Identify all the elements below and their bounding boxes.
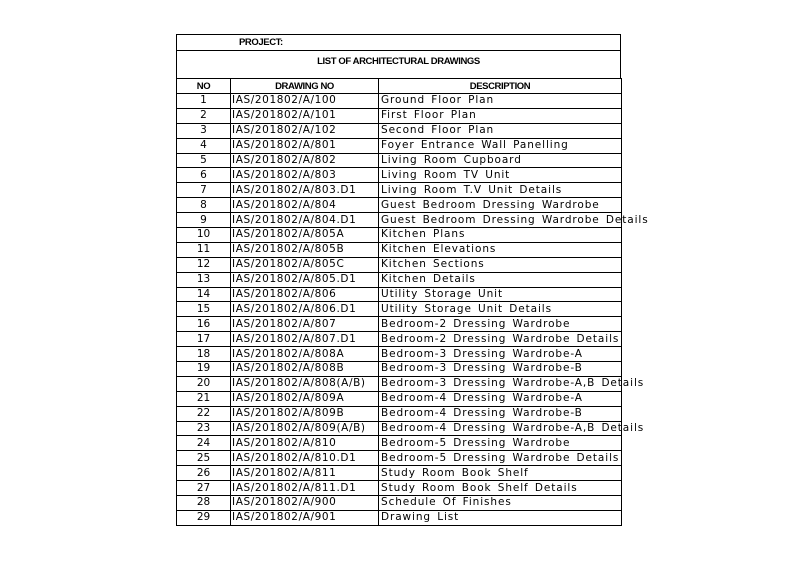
table-row (177, 347, 622, 362)
drawing-number-cell: IAS/201802/A/805C (231, 257, 379, 272)
drawing-number-cell: IAS/201802/A/803 (231, 168, 379, 183)
table-body (177, 94, 649, 526)
description-cell: Bedroom-5 Dressing Wardrobe (379, 436, 622, 451)
table-row (177, 257, 622, 272)
description-cell: Bedroom-4 Dressing Wardrobe-A (379, 391, 622, 406)
row-number-cell: 7 (177, 183, 231, 198)
description-cell: Living Room T.V Unit Details (379, 183, 622, 198)
list-title: LIST OF ARCHITECTURAL DRAWINGS (176, 50, 621, 78)
row-number-cell: 9 (177, 213, 231, 228)
row-number-cell: 19 (177, 362, 231, 377)
row-number-cell: 4 (177, 138, 231, 153)
table-row (177, 94, 622, 109)
drawing-number-cell: IAS/201802/A/804.D1 (231, 213, 379, 228)
table-row (177, 376, 622, 391)
description-cell: Bedroom-3 Dressing Wardrobe-A (379, 347, 622, 362)
row-number-cell: 20 (177, 376, 231, 391)
drawing-number-cell: IAS/201802/A/805.D1 (231, 272, 379, 287)
drawing-list-table (176, 78, 649, 526)
table-row (177, 510, 622, 525)
description-cell: Living Room Cupboard (379, 153, 622, 168)
description-cell: First Floor Plan (379, 108, 622, 123)
row-number-cell: 5 (177, 153, 231, 168)
description-cell: Foyer Entrance Wall Panelling (379, 138, 622, 153)
column-header-description: DESCRIPTION (379, 79, 622, 94)
description-cell: Bedroom-3 Dressing Wardrobe-A,B Details (379, 376, 622, 391)
table-row (177, 496, 622, 511)
drawing-number-cell: IAS/201802/A/809A (231, 391, 379, 406)
row-number-cell: 12 (177, 257, 231, 272)
table-row (177, 362, 622, 377)
table-row (177, 287, 622, 302)
drawing-number-cell: IAS/201802/A/803.D1 (231, 183, 379, 198)
table-header-row (177, 79, 622, 94)
table-row (177, 466, 622, 481)
row-number-cell: 2 (177, 108, 231, 123)
table-row (177, 272, 622, 287)
description-cell: Schedule Of Finishes (379, 496, 622, 511)
drawing-number-cell: IAS/201802/A/801 (231, 138, 379, 153)
table-row (177, 391, 622, 406)
row-number-cell: 11 (177, 242, 231, 257)
table-row (177, 302, 622, 317)
table-row (177, 183, 622, 198)
drawing-number-cell: IAS/201802/A/806 (231, 287, 379, 302)
description-cell: Bedroom-4 Dressing Wardrobe-A,B Details (379, 421, 622, 436)
row-number-cell: 13 (177, 272, 231, 287)
row-number-cell: 1 (177, 94, 231, 109)
table-row (177, 228, 622, 243)
drawing-number-cell: IAS/201802/A/805B (231, 242, 379, 257)
row-number-cell: 8 (177, 198, 231, 213)
drawing-number-cell: IAS/201802/A/809(A/B) (231, 421, 379, 436)
description-cell: Bedroom-2 Dressing Wardrobe (379, 317, 622, 332)
column-header-no: NO (177, 79, 231, 94)
row-number-cell: 6 (177, 168, 231, 183)
drawing-number-cell: IAS/201802/A/811.D1 (231, 481, 379, 496)
row-number-cell: 17 (177, 332, 231, 347)
drawing-number-cell: IAS/201802/A/805A (231, 228, 379, 243)
row-number-cell: 3 (177, 123, 231, 138)
row-number-cell: 25 (177, 451, 231, 466)
table-row (177, 168, 622, 183)
drawing-schedule-sheet (176, 34, 649, 526)
drawing-number-cell: IAS/201802/A/802 (231, 153, 379, 168)
row-number-cell: 28 (177, 496, 231, 511)
description-cell: Bedroom-5 Dressing Wardrobe Details (379, 451, 622, 466)
description-cell: Kitchen Sections (379, 257, 622, 272)
description-cell: Study Room Book Shelf (379, 466, 622, 481)
table-row (177, 481, 622, 496)
drawing-number-cell: IAS/201802/A/900 (231, 496, 379, 511)
drawing-number-cell: IAS/201802/A/806.D1 (231, 302, 379, 317)
row-number-cell: 16 (177, 317, 231, 332)
table-row (177, 123, 622, 138)
row-number-cell: 27 (177, 481, 231, 496)
description-cell: Guest Bedroom Dressing Wardrobe (379, 198, 622, 213)
description-cell: Bedroom-4 Dressing Wardrobe-B (379, 406, 622, 421)
description-cell: Utility Storage Unit Details (379, 302, 622, 317)
description-cell: Drawing List (379, 510, 622, 525)
drawing-number-cell: IAS/201802/A/808B (231, 362, 379, 377)
description-cell: Living Room TV Unit (379, 168, 622, 183)
table-row (177, 108, 622, 123)
row-number-cell: 29 (177, 510, 231, 525)
row-number-cell: 21 (177, 391, 231, 406)
drawing-number-cell: IAS/201802/A/809B (231, 406, 379, 421)
drawing-number-cell: IAS/201802/A/808(A/B) (231, 376, 379, 391)
description-cell: Second Floor Plan (379, 123, 622, 138)
table-row (177, 421, 622, 436)
table-row (177, 317, 622, 332)
description-cell: Guest Bedroom Dressing Wardrobe Details (379, 213, 622, 228)
table-row (177, 242, 622, 257)
description-cell: Kitchen Elevations (379, 242, 622, 257)
drawing-number-cell: IAS/201802/A/102 (231, 123, 379, 138)
drawing-number-cell: IAS/201802/A/810.D1 (231, 451, 379, 466)
table-row (177, 213, 622, 228)
description-cell: Bedroom-2 Dressing Wardrobe Details (379, 332, 622, 347)
project-label: PROJECT: (176, 34, 621, 50)
drawing-number-cell: IAS/201802/A/807 (231, 317, 379, 332)
drawing-number-cell: IAS/201802/A/807.D1 (231, 332, 379, 347)
column-header-drawing-no: DRAWING NO (231, 79, 379, 94)
row-number-cell: 18 (177, 347, 231, 362)
row-number-cell: 14 (177, 287, 231, 302)
row-number-cell: 24 (177, 436, 231, 451)
row-number-cell: 15 (177, 302, 231, 317)
drawing-number-cell: IAS/201802/A/101 (231, 108, 379, 123)
table-row (177, 153, 622, 168)
row-number-cell: 22 (177, 406, 231, 421)
row-number-cell: 23 (177, 421, 231, 436)
description-cell: Ground Floor Plan (379, 94, 622, 109)
drawing-number-cell: IAS/201802/A/810 (231, 436, 379, 451)
drawing-number-cell: IAS/201802/A/811 (231, 466, 379, 481)
description-cell: Study Room Book Shelf Details (379, 481, 622, 496)
drawing-number-cell: IAS/201802/A/901 (231, 510, 379, 525)
table-row (177, 436, 622, 451)
description-cell: Utility Storage Unit (379, 287, 622, 302)
row-number-cell: 10 (177, 228, 231, 243)
description-cell: Bedroom-3 Dressing Wardrobe-B (379, 362, 622, 377)
table-row (177, 406, 622, 421)
table-row (177, 198, 622, 213)
description-cell: Kitchen Plans (379, 228, 622, 243)
drawing-number-cell: IAS/201802/A/804 (231, 198, 379, 213)
row-number-cell: 26 (177, 466, 231, 481)
drawing-number-cell: IAS/201802/A/100 (231, 94, 379, 109)
drawing-number-cell: IAS/201802/A/808A (231, 347, 379, 362)
table-row (177, 138, 622, 153)
description-cell: Kitchen Details (379, 272, 622, 287)
table-row (177, 332, 622, 347)
table-row (177, 451, 622, 466)
